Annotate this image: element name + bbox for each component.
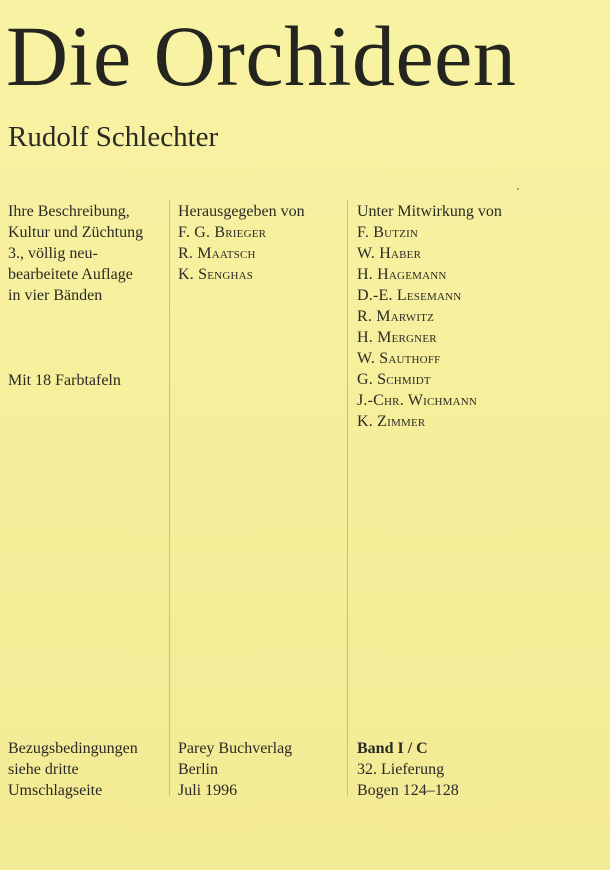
contributor-name: W. Sauthoff [357,350,441,367]
volume-label: Band I / C [357,740,428,757]
description-line: Kultur und Züchtung [8,224,144,241]
publisher-line: Juli 1996 [178,782,238,799]
description-line: in vier Bänden [8,287,103,304]
contributor-name: H. Hagemann [357,266,447,283]
volume-block [357,738,459,801]
column-divider-right [347,200,348,796]
publisher-block [178,738,292,801]
contributor-name: D.-E. Lesemann [357,287,462,304]
contributor-name: R. Marwitz [357,308,435,325]
editors-block [178,201,305,285]
editor-name: R. Maatsch [178,245,256,262]
speck [517,188,519,190]
description-line: bearbeitete Auflage [8,266,133,283]
description-line: 3., völlig neu- [8,245,98,262]
publisher-line: Parey Buchverlag [178,740,293,757]
issue-line: Bogen 124–128 [357,782,459,799]
contributor-name: J.-Chr. Wichmann [357,392,478,409]
column-divider-left [169,200,170,796]
description-block [8,201,143,306]
author-name: Rudolf Schlechter [8,121,219,153]
book-title: Die Orchideen [6,8,517,104]
terms-block [8,738,138,801]
contributor-name: F. Butzin [357,224,419,241]
terms-line: Umschlagseite [8,782,103,799]
terms-line: siehe dritte [8,761,79,778]
publisher-line: Berlin [178,761,218,778]
contributor-name: W. Haber [357,245,422,262]
description-line: Ihre Beschreibung, [8,203,130,220]
terms-line: Bezugsbedingungen [8,740,138,757]
editor-name: K. Senghas [178,266,254,283]
contributors-block [357,201,502,432]
contributor-name: K. Zimmer [357,413,426,430]
editors-heading: Herausgegeben von [178,203,305,220]
issue-line: 32. Lieferung [357,761,445,778]
color-plates-note [8,370,121,391]
contributors-heading: Unter Mitwirkung von [357,203,502,220]
contributor-name: H. Mergner [357,329,437,346]
editor-name: F. G. Brieger [178,224,267,241]
contributor-name: G. Schmidt [357,371,431,388]
color-plates-text: Mit 18 Farbtafeln [8,372,121,389]
